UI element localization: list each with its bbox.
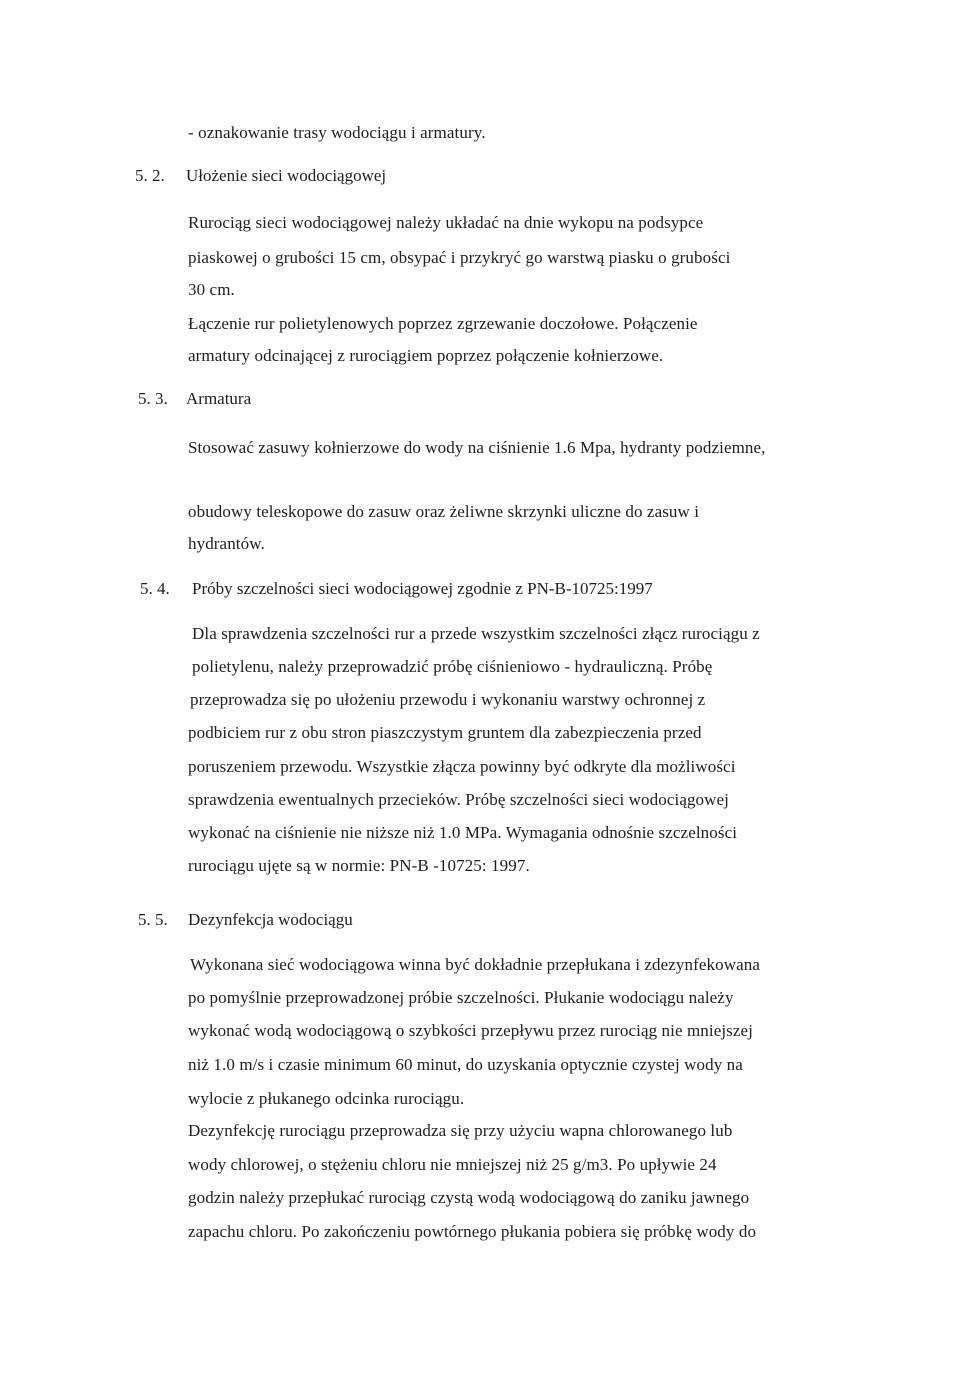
- section-title: Dezynfekcja wodociągu: [188, 910, 353, 929]
- paragraph-line: Łączenie rur polietylenowych poprzez zgrzewanie doczołowe. Połączenie: [188, 314, 698, 333]
- section-number: 5. 4.: [140, 579, 170, 598]
- intro-line: - oznakowanie trasy wodociągu i armatury.: [188, 123, 486, 142]
- section-number: 5. 5.: [138, 910, 168, 929]
- paragraph-line: Dla sprawdzenia szczelności rur a przede wszystkim szczelności złącz rurociągu z: [192, 624, 760, 643]
- paragraph-line: niż 1.0 m/s i czasie minimum 60 minut, do uzyskania optycznie czystej wody na: [188, 1055, 743, 1074]
- paragraph-line: Stosować zasuwy kołnierzowe do wody na ciśnienie 1.6 Mpa, hydranty podziemne,: [188, 438, 766, 457]
- paragraph-line: obudowy teleskopowe do zasuw oraz żeliwne skrzynki uliczne do zasuw i: [188, 502, 700, 521]
- paragraph-line: wylocie z płukanego odcinka rurociągu.: [188, 1089, 465, 1108]
- section-title: Ułożenie sieci wodociągowej: [186, 166, 387, 185]
- paragraph-line: polietylenu, należy przeprowadzić próbę ciśnieniowo - hydrauliczną. Próbę: [192, 657, 713, 676]
- paragraph-line: podbiciem rur z obu stron piaszczystym gruntem dla zabezpieczenia przed: [188, 723, 702, 742]
- paragraph-line: rurociągu ujęte są w normie: PN-B -10725: 1997.: [188, 856, 530, 875]
- paragraph-line: wykonać na ciśnienie nie niższe niż 1.0 MPa. Wymagania odnośnie szczelności: [188, 823, 738, 842]
- paragraph-line: poruszeniem przewodu. Wszystkie złącza powinny być odkryte dla możliwości: [188, 757, 736, 776]
- paragraph-line: 30 cm.: [188, 280, 235, 299]
- paragraph-line: zapachu chloru. Po zakończeniu powtórnego płukania pobiera się próbkę wody do: [188, 1222, 757, 1241]
- paragraph-line: piaskowej o grubości 15 cm, obsypać i przykryć go warstwą piasku o grubości: [188, 248, 731, 267]
- paragraph-line: armatury odcinającej z rurociągiem poprzez połączenie kołnierzowe.: [188, 346, 664, 365]
- paragraph-line: wody chlorowej, o stężeniu chloru nie mniejszej niż 25 g/m3. Po upływie 24: [188, 1155, 717, 1174]
- section-title: Armatura: [186, 389, 252, 408]
- paragraph-line: Rurociąg sieci wodociągowej należy układać na dnie wykopu na podsypce: [188, 213, 704, 232]
- paragraph-line: sprawdzenia ewentualnych przecieków. Próbę szczelności sieci wodociągowej: [188, 790, 730, 809]
- paragraph-line: godzin należy przepłukać rurociąg czystą wodą wodociągową do zaniku jawnego: [188, 1188, 750, 1207]
- section-title: Próby szczelności sieci wodociągowej zgodnie z PN-B-10725:1997: [192, 579, 653, 598]
- paragraph-line: wykonać wodą wodociągową o szybkości przepływu przez rurociąg nie mniejszej: [188, 1021, 753, 1040]
- paragraph-line: po pomyślnie przeprowadzonej próbie szczelności. Płukanie wodociągu należy: [188, 988, 734, 1007]
- section-number: 5. 3.: [138, 389, 168, 408]
- paragraph-line: Dezynfekcję rurociągu przeprowadza się przy użyciu wapna chlorowanego lub: [188, 1121, 733, 1140]
- section-number: 5. 2.: [135, 166, 165, 185]
- paragraph-line: hydrantów.: [188, 534, 265, 553]
- paragraph-line: przeprowadza się po ułożeniu przewodu i wykonaniu warstwy ochronnej z: [190, 690, 706, 709]
- paragraph-line: Wykonana sieć wodociągowa winna być dokładnie przepłukana i zdezynfekowana: [190, 955, 760, 974]
